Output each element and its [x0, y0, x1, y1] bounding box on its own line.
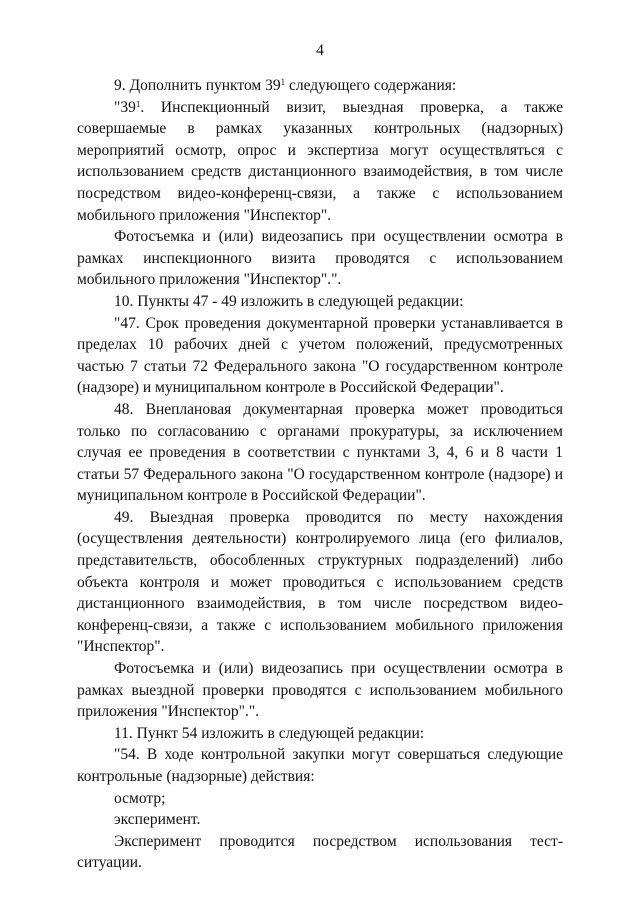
paragraph-experiment: Эксперимент проводится посредством использования тест-ситуации.: [77, 832, 563, 872]
list-item-experiment: эксперимент.: [114, 811, 201, 829]
superscript: 1: [135, 98, 141, 109]
paragraph-point-49: 49. Выездная проверка проводится по месту нахождения (осуществления деятельности) контролируемого лица (его филиалов, представительств, обособленных структурных подразделений) либо объекта контроля и может проводиться с использованием средств дистанционного взаимодействия, в том числе посредством видео-конференц-связи, а также с использованием мобильного приложения "Инспектор".: [77, 508, 563, 656]
paragraph-point-48: 48. Внеплановая документарная проверка может проводиться только по согласованию с органами прокуратуры, за исключением случая ее проведения в соответствии с пунктами 3, 4, 6 и 8 части 1 статьи 57 Федерального закона "О государственном контроле (надзоре) и муниципальном контроле в Российской Федерации".: [77, 400, 563, 505]
paragraph-photo-field-check: Фотосъемка и (или) видеозапись при осуществлении осмотра в рамках выездной проверки проводятся с использованием мобильного приложения "Инспектор".".: [77, 660, 563, 721]
paragraph-point-39-1: "$39^1$. Инспекционный визит, выездная проверка, а также совершаемые в рамках указанных контрольных (надзорных) мероприятий осмотр, опрос и экспертиза могут осуществляться с использованием средств дистанционного взаимодействия, в том числе посредством видео-конференц-связи, а также с использованием мобильного приложения "Инспектор".: [77, 98, 563, 224]
paragraph-photo-inspection-visit: Фотосъемка и (или) видеозапись при осуществлении осмотра в рамках инспекционного визита проводятся с использованием мобильного приложения "Инспектор".".: [77, 228, 563, 289]
document-body: [77, 75, 563, 874]
page-number: 4: [316, 42, 324, 59]
superscript: 1: [280, 77, 286, 87]
list-item-inspection: осмотр;: [114, 789, 166, 807]
paragraph-item-9: 9. Дополнить пунктом $39^1$ следующего содержания:: [114, 77, 457, 94]
paragraph-point-54: "54. В ходе контрольной закупки могут совершаться следующие контрольные (надзорные) действия:: [77, 746, 563, 785]
paragraph-item-10: 10. Пункты 47 - 49 изложить в следующей редакции:: [114, 292, 464, 310]
paragraph-point-47: "47. Срок проведения документарной проверки устанавливается в пределах 10 рабочих дней с учетом положений, предусмотренных частью 7 статьи 72 Федерального закона "О государственном контроле (надзоре) и муниципальном контроле в Российской Федерации".: [77, 314, 563, 397]
paragraph-item-11: 11. Пункт 54 изложить в следующей редакции:: [114, 724, 425, 742]
